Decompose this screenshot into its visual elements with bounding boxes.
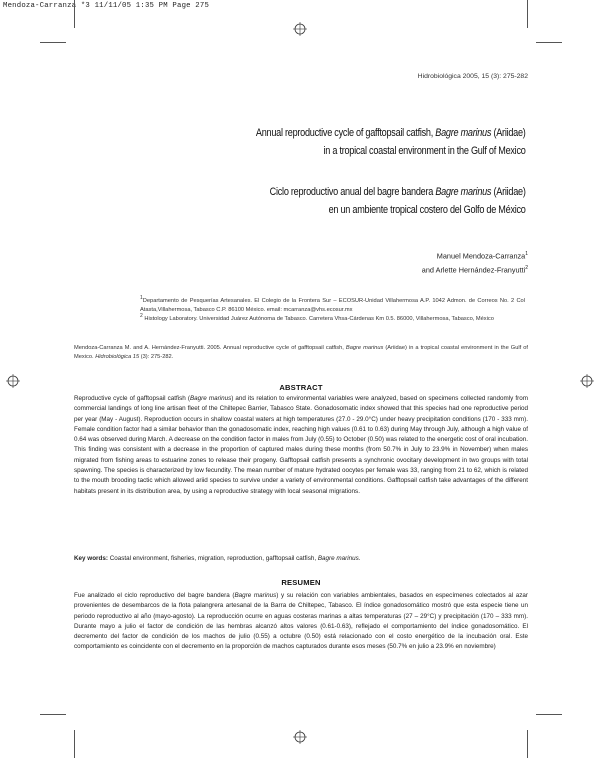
authors [422, 248, 528, 277]
title-spanish-line1: Ciclo reproductivo anual del bagre bandera Bagre marinus (Ariidae) [270, 186, 526, 198]
print-slug: Mendoza-Carranza *3 11/11/05 1:35 PM Page 275 [3, 2, 210, 10]
title-spanish [270, 183, 526, 219]
resumen-text: Fue analizado el ciclo reproductivo del bagre bandera (Bagre marinus) y su relación con variables ambientales, basados en especímenes colectados al azar provenientes de desembarcos de la flota palangrera artesanal de la Barra de Chiltepec, Tabasco. El índice gonadosomático mostró que esta especie tiene un periodo reproductivo al año (mayo-agosto). La reproducción ocurre en aguas costeras marinas a altas temperaturas (27 – 29°C) y precipitación (170 – 333 mm). Durante mayo a julio el factor de condición de las hembras alcanzó altos valores (0.61-0.63), reflejado el comportamiento del índice gonadosomático. El decremento del factor de condición de los machos de julio (0.55) a octubre (0.50) está relacionado con el costo energético de la incubación oral. Este comportamiento es coincidente con el decremento en la proporción de machos capturados durante esos meses (50.7% en julio a 23.9% en noviembre) [74, 592, 529, 651]
title-english-line2: in a tropical coastal environment in the Gulf of Mexico [323, 145, 526, 157]
title-english [256, 124, 526, 160]
citation: Mendoza-Carranza M. and A. Hernández-Franyutti. 2005. Annual reproductive cycle of gafftopsail catfish, Bagre marinus (Ariidae) in a tropical coastal environment in the Gulf of Mexico. Hidrobiológica 15 (3): 275-282. [74, 345, 528, 360]
crop-mark-top-right [527, 0, 528, 28]
crop-mark-bottom-left [74, 730, 75, 758]
journal-reference: Hidrobiológica 2005, 15 (3): 275-282 [417, 73, 528, 80]
author-1: Manuel Mendoza-Carranza$^1$ [436, 251, 528, 261]
abstract-text: Reproductive cycle of gafftopsail catfish (Bagre marinus) and its relation to environmental variables were analyzed, based on specimens collected randomly from commercial landings of long line artisan fleet of the Chiltepec Barrier, Tabasco State. Gonadosomatic index showed that this species had one reproductive period per year (May - August). Reproduction occurs in shallow coastal waters at high temperatures (27.0 - 29.0°C) under heavy precipitation conditions (170 - 333 mm). Female condition factor had a similar behavior than the gonadosomatic index, reaching high values (0.61 to 0.63) during May through July, although a high value of 0.64 was observed during March. A decrease on the condition factor in males from July (0.55) to October (0.50) was related to the energetic cost of oral incubation. This finding was consistent with a decrease in the proportion of captured males during these months (from 50.7% in July to 23.9% in November) when males migrated from fishing areas to estuarine zones to release their progeny. Gafftopsail catfish presents a synchronic ovocitary development in two groups with total spawning. The species is characterized by low fecundity. The mean number of mature hydrated oocytes per female was 33, ranging from 21 to 62, which is related to the mouth brooding tactic which allowed ariid species to survive under a variety of environmental conditions. Gafftopsail catfish take advantages of the different habitats present in its distribution area, by using a reproductive strategy with local seasonal migrations. [74, 395, 528, 495]
affiliation-1: $^1$Departamento de Pesquerías Artesanales. El Colegio de la Frontera Sur – ECOSUR-Unidad Villahermosa A.P. 1042 Admon. de Correos No. 2 Col Atasta,Villahermosa, Tabasco C.P. 86100 México. email: mcarranza@vhs.ecosur.mx [140, 295, 525, 313]
crop-mark-top-left [74, 0, 75, 28]
keywords: Key words: Coastal environment, fisheries, migration, reproduction, gafftopsail catfish, Bagre marinus. [74, 555, 361, 562]
registration-mark-top-icon [293, 22, 307, 36]
crop-mark-top-right-h [536, 42, 562, 43]
registration-mark-left-icon [6, 374, 20, 388]
crop-mark-top-left-h [40, 42, 66, 43]
registration-mark-right-icon [580, 374, 594, 388]
crop-mark-bottom-left-h [40, 714, 66, 715]
crop-mark-bottom-right [527, 730, 528, 758]
crop-mark-bottom-right-h [536, 714, 562, 715]
registration-mark-bottom-icon [293, 730, 307, 744]
abstract-heading: ABSTRACT [279, 383, 323, 392]
author-2: and Arlette Hernández-Franyutti$^2$ [421, 265, 528, 275]
resumen-heading: RESUMEN [281, 578, 321, 587]
affiliation-2: $^2$ Histology Laboratory. Universidad Juárez Autónoma de Tabasco. Carretera Vhsa-Cárdenas Km 0.5. 86000, Villahermosa, Tabasco, México [140, 313, 494, 322]
title-english-line1: Annual reproductive cycle of gafftopsail catfish, Bagre marinus (Ariidae) [256, 127, 526, 139]
title-spanish-line2: en un ambiente tropical costero del Golfo de México [328, 204, 526, 216]
